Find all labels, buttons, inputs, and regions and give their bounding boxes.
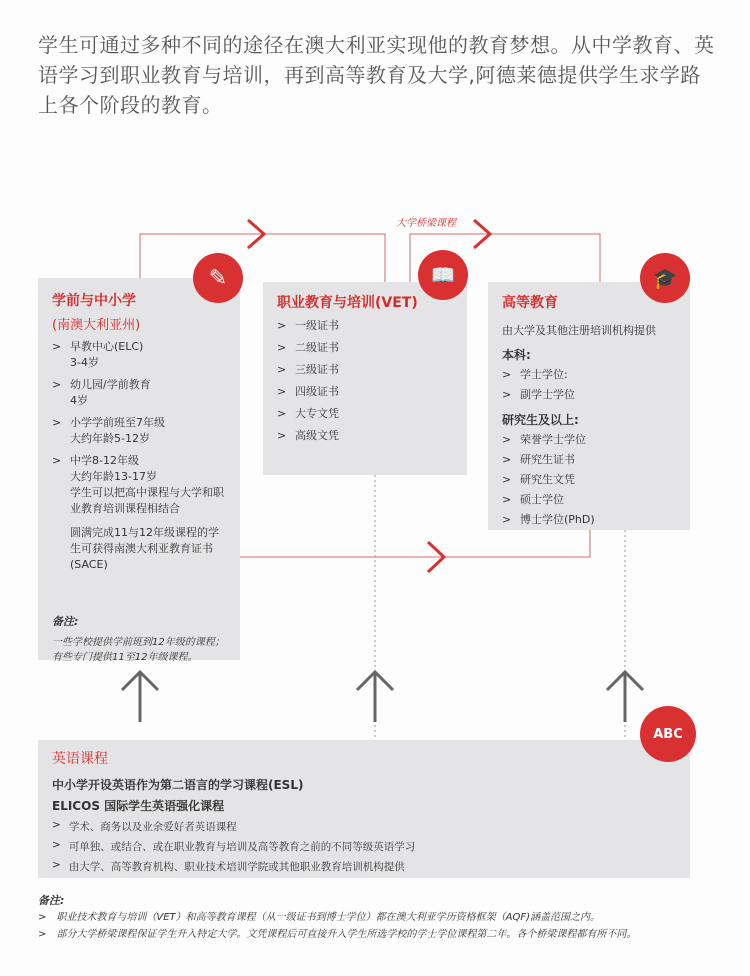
footnote [38, 910, 728, 925]
list-item-text: 研究生证书 [520, 453, 575, 466]
english-esl: 中小学开设英语作为第二语言的学习课程(ESL) [52, 778, 304, 792]
chevron-right-icon: > [277, 385, 287, 398]
chevron-right-icon: > [502, 388, 512, 401]
list-item-line: 学生可以把高中课程与大学和职业教育培训课程相结合 [70, 486, 224, 515]
chevron-right-icon: > [52, 340, 62, 353]
connector-school-higher [240, 530, 590, 557]
list-item [277, 428, 453, 444]
chevron-right-icon: > [277, 341, 287, 354]
chevron-right-icon: > [277, 407, 287, 420]
list-item [277, 340, 453, 356]
list-item-line: 3-4岁 [70, 356, 99, 369]
chevron-right-icon: > [502, 493, 512, 506]
list-item-line: 中学8-12年级 [70, 454, 139, 467]
graduation-cap-icon: 🎓 [640, 253, 690, 303]
chevron-right-icon: > [502, 513, 512, 526]
list-item-text: 博士学位(PhD) [520, 513, 595, 526]
postgrad-label: 研究生及以上: [502, 413, 579, 427]
chevron-right-icon: > [502, 433, 512, 446]
footnote-text: 部分大学桥梁课程保证学生升入特定大学。文凭课程后可直接升入学生所选学校的学士学位课程第二年。各个桥梁课程都有所不同。 [56, 929, 637, 940]
list-item [52, 339, 226, 371]
book-icon: 📖 [418, 250, 468, 300]
chevron-right-icon: > [52, 859, 61, 871]
list-item-text: 四级证书 [295, 385, 339, 398]
school-title: 学前与中小学 [52, 293, 136, 309]
list-item-text: 三级证书 [295, 363, 339, 376]
list-item-line: 幼儿园/学前教育 [70, 378, 151, 391]
list-item-text [70, 415, 165, 447]
list-item [277, 362, 453, 378]
list-item [277, 406, 453, 422]
higher-box [488, 282, 690, 530]
list-item-text: 研究生文凭 [520, 473, 575, 486]
list-item-text: 副学士学位 [520, 388, 575, 401]
vet-box [263, 282, 467, 475]
abc-badge: ABC [640, 706, 696, 762]
list-item [502, 387, 676, 403]
school-note-title: 备注: [52, 615, 79, 628]
chevron-right-icon: > [502, 453, 512, 466]
list-item [277, 318, 453, 334]
bridge-course-label: 大学桥梁课程 [396, 218, 456, 229]
chevron-right-icon: > [38, 912, 47, 923]
chevron-right-icon: > [52, 378, 62, 391]
arrow-up-icon [122, 672, 158, 722]
list-item [52, 415, 226, 447]
connector-school-vet [140, 234, 385, 282]
intro-text: 学生可通过多种不同的途径在澳大利亚实现他的教育梦想。从中学教育、英语学习到职业教育与培训，再到高等教育及大学,阿德莱德提供学生求学路上各个阶段的教育。 [38, 33, 715, 117]
footnote [38, 927, 728, 942]
list-item-text: 荣誉学士学位 [520, 433, 586, 446]
english-title: 英语课程 [52, 751, 108, 767]
list-item-line: 大约年龄13-17岁 [70, 470, 157, 483]
chevron-right-icon: > [277, 319, 287, 332]
vet-title: 职业教育与培训(VET) [277, 295, 418, 311]
chevron-right-icon: > [52, 416, 62, 429]
chevron-right-icon: > [52, 819, 61, 831]
arrow-up-icon [607, 672, 643, 722]
list-item-line: 早教中心(ELC) [70, 340, 144, 353]
list-item [502, 472, 676, 488]
list-item-text: 学士学位: [520, 368, 568, 381]
higher-intro: 由大学及其他注册培训机构提供 [502, 324, 656, 337]
list-item-text: 由大学、高等教育机构、职业技术培训学院或其他职业教育培训机构提供 [68, 861, 405, 873]
list-item [502, 367, 676, 383]
list-item [502, 432, 676, 448]
chevron-right-icon: > [277, 363, 287, 376]
footnote-text: 职业技术教育与培训（VET）和高等教育课程（从一级证书到博士学位）都在澳大利亚学历资格框架（AQF)涵盖范围之内。 [56, 912, 601, 923]
chevron-right-icon: > [277, 429, 287, 442]
higher-title: 高等教育 [502, 295, 558, 311]
list-item-line: 小学学前班至7年级 [70, 416, 165, 429]
pencil-icon: ✎ [193, 253, 243, 303]
list-item-text: 学术、商务以及业余爱好者英语课程 [68, 821, 237, 833]
list-item [277, 384, 453, 400]
list-item-text: 硕士学位 [520, 493, 564, 506]
list-item [52, 377, 226, 409]
english-box [38, 740, 690, 878]
list-item-text: 二级证书 [295, 341, 339, 354]
list-item-text: 可单独、或结合、或在职业教育与培训及高等教育之前的不同等级英语学习 [68, 841, 416, 853]
sace-text: 圆满完成11与12年级课程的学生可获得南澳大利亚教育证书(SACE) [70, 526, 219, 571]
list-item-text [70, 377, 151, 409]
list-item-line: 4岁 [70, 394, 88, 407]
list-item [502, 512, 676, 528]
school-subtitle: (南澳大利亚州) [52, 318, 141, 333]
list-item [52, 819, 676, 834]
list-item-text: 高级文凭 [295, 429, 339, 442]
list-item-text [70, 339, 143, 371]
arrow-up-icon [357, 672, 393, 722]
english-elicos: ELICOS 国际学生英语强化课程 [52, 799, 225, 813]
list-item [502, 452, 676, 468]
list-item [52, 839, 676, 854]
footnotes [38, 892, 728, 942]
list-item-text [70, 453, 226, 517]
chevron-right-icon: > [38, 929, 47, 940]
list-item [52, 453, 226, 517]
undergrad-label: 本科: [502, 348, 531, 362]
list-item [502, 492, 676, 508]
footnotes-title: 备注: [38, 894, 65, 907]
chevron-right-icon: > [502, 368, 512, 381]
chevron-right-icon: > [52, 454, 62, 467]
list-item [52, 859, 676, 874]
list-item-text: 一级证书 [295, 319, 339, 332]
chevron-right-icon: > [502, 473, 512, 486]
chevron-right-icon: > [52, 839, 61, 851]
list-item-line: 大约年龄5-12岁 [70, 432, 150, 445]
list-item-text: 大专文凭 [295, 407, 339, 420]
school-box [38, 278, 240, 663]
school-note: 一些学校提供学前班到12年级的课程；有些专门提供11至12年级课程。 [52, 637, 225, 663]
